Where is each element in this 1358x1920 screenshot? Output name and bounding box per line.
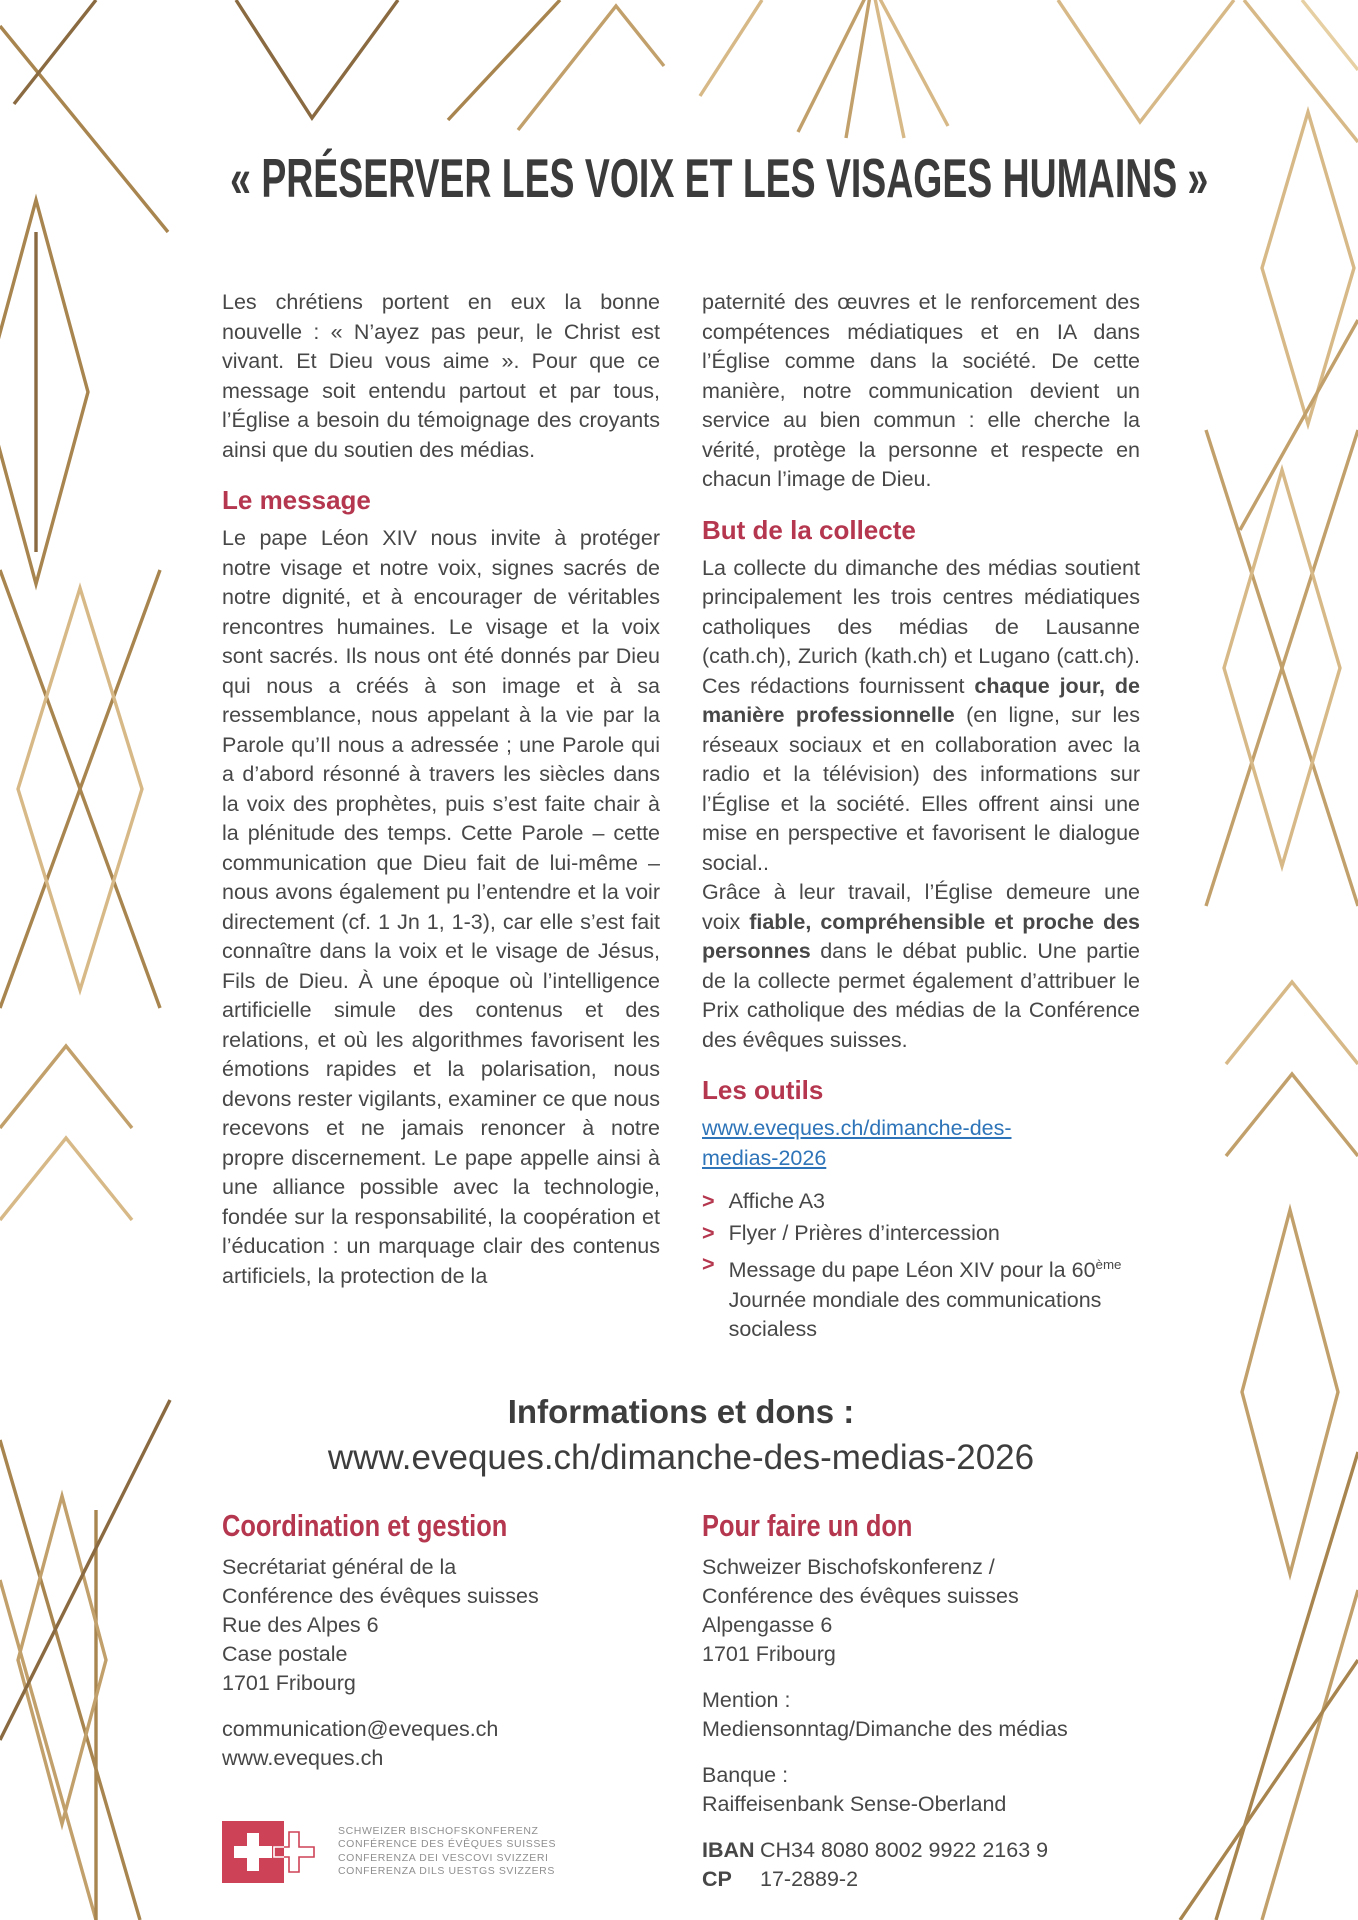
address-line: Rue des Alpes 6 [222, 1612, 379, 1637]
iban-value: CH34 8080 8002 9922 2163 9 [760, 1837, 1049, 1862]
email-text: communication@eveques.ch [222, 1716, 499, 1741]
tools-list [702, 1187, 1140, 1345]
content-area [222, 0, 1140, 1894]
heading-coordination: Coordination et gestion [222, 1507, 508, 1543]
arrow-bullet-icon: > [702, 1220, 715, 1245]
iban-label: IBAN [702, 1837, 755, 1862]
heading-le-message: Le message [222, 485, 371, 515]
account-group [702, 1836, 1140, 1894]
message-paragraph: Le pape Léon XIV nous invite à protéger notre visage et notre voix, signes sacrés de notre dignité, et à encourager de véritables rencontres humaines. Le visage et la voix sont sacrés. Ils nous ont été donnés par Dieu qui nous a créés à son image et à sa ressemblance, nous appelant à la vie par la Parole qu’Il nous a adressée ; une Parole qui a d’abord résonné à travers les siècles dans la voix des prophètes, puis s’est faite chair à la plénitude des temps. Cette Parole – cette communication que Dieu fait de lui-même – nous avons également pu l’entendre et la voir directement (cf. 1 Jn 1, 1-3), car elle s’est fait connaître dans la voix et le visage de Jésus, Fils de Dieu. À une époque où l’intelligence artificielle simule des contenus et des relations, et où les algorithmes favorisent les émotions rapides et la polarisation, nous devons rester vigilants, examiner ce que nous recevons et ne jamais renoncer à notre propre discernement. Le pape appelle ainsi à une alliance possible avec la technologie, fondée sur la responsabilité, la coopération et l’éducation : un marquage clair des contenus artificiels, la protection de la [222, 526, 660, 1288]
mention-group [702, 1686, 1140, 1744]
logo-line: CONFERENZA DILS UESTGS SVIZZERS [338, 1865, 555, 1878]
address-line: Schweizer Bischofskonferenz / [702, 1554, 995, 1579]
bank-group [702, 1761, 1140, 1819]
coordination-contact [222, 1715, 702, 1773]
address-line: Secrétariat général de la [222, 1554, 457, 1579]
info-and-donations [222, 1389, 1140, 1481]
cp-value: 17-2889-2 [760, 1866, 859, 1891]
tool-item-label: Message du pape Léon XIV pour la 60ème Journée mondiale des communications socialess [728, 1257, 1122, 1342]
coordination-address [222, 1553, 702, 1698]
arrow-bullet-icon: > [702, 1252, 715, 1276]
contact-section [222, 1507, 1140, 1894]
column-left [222, 288, 660, 1347]
page-title [0, 146, 1358, 210]
info-url: www.eveques.ch/dimanche-des-medias-2026 [327, 1437, 1035, 1477]
tool-item-label: Flyer / Prières d’intercession [728, 1220, 1000, 1245]
cp-line [702, 1865, 1140, 1894]
address-line: Conférence des évêques suisses [702, 1583, 1019, 1608]
address-line: Alpengasse 6 [702, 1612, 833, 1637]
mention-label: Mention : [702, 1687, 791, 1712]
list-item [702, 1187, 1140, 1217]
column-right [702, 288, 1140, 1347]
continuation-paragraph: paternité des œuvres et le renforcement des compétences médiatiques et en IA dans l’Église comme dans la société. De cette manière, notre communication devient un service au bien commun : elle cherche la vérité, protège la personne et respecte en chacun l’image de Dieu. [702, 290, 1140, 491]
logo-line: SCHWEIZER BISCHOFSKONFERENZ [338, 1824, 539, 1837]
arrow-bullet-icon: > [702, 1189, 715, 1213]
address-line: 1701 Fribourg [702, 1641, 836, 1666]
list-item [702, 1250, 1140, 1345]
donation-address [702, 1553, 1140, 1669]
heading-pour-faire-un-don: Pour faire un don [702, 1507, 913, 1543]
tool-item-label: Affiche A3 [728, 1189, 825, 1213]
bishops-conference-logo [222, 1821, 702, 1883]
address-line: Conférence des évêques suisses [222, 1583, 539, 1608]
website-text: www.eveques.ch [222, 1745, 384, 1770]
donation-block [702, 1507, 1140, 1894]
collecte-paragraph-2: Grâce à leur travail, l’Église demeure une voix fiable, compréhensible et proche des personnes dans le débat public. Une partie de la collecte permet également d’attribuer le Prix catholique des médias de la Conférence des évêques suisses. [702, 880, 1140, 1052]
iban-line [702, 1836, 1140, 1865]
collecte-paragraph-1: La collecte du dimanche des médias soutient principalement les trois centres médiatiques catholiques des médias de Lausanne (cath.ch), Zurich (kath.ch) et Lugano (catt.ch). Ces rédactions fournissent chaque jour, de manière professionnelle (en ligne, sur les réseaux sociaux et en collaboration avec la radio et la télévision) des informations sur l’Église et la société. Elles offrent ainsi une mise en perspective et favorisent le dialogue social.. [702, 555, 1141, 875]
info-title: Informations et dons : [507, 1392, 855, 1430]
tools-link[interactable]: www.eveques.ch/dimanche-des-medias-2026 [702, 1116, 1012, 1170]
bank-value: Raiffeisenbank Sense-Oberland [702, 1791, 1007, 1816]
list-item [702, 1219, 1140, 1249]
intro-paragraph: Les chrétiens portent en eux la bonne nouvelle : « N’ayez pas peur, le Christ est vivant. Et Dieu vous aime ». Pour que ce message soit entendu partout et par tous, l’Église a besoin du témoignage des croyants ainsi que du soutien des médias. [222, 290, 660, 462]
logo-wordmark [338, 1825, 556, 1879]
logo-line: CONFERENZA DEI VESCOVI SVIZZERI [338, 1851, 549, 1864]
heading-but-de-la-collecte: But de la collecte [702, 514, 916, 545]
coordination-block [222, 1507, 702, 1894]
body-columns [222, 288, 1140, 1347]
page-title-text: « PRÉSERVER LES VOIX ET LES VISAGES HUMAINS » [230, 147, 1209, 209]
mention-value: Mediensonntag/Dimanche des médias [702, 1716, 1068, 1741]
bank-label: Banque : [702, 1762, 789, 1787]
swiss-cross-logo-icon [222, 1821, 322, 1883]
logo-line: CONFÉRENCE DES ÉVÊQUES SUISSES [338, 1838, 557, 1851]
cp-label: CP [702, 1866, 732, 1891]
address-line: 1701 Fribourg [222, 1670, 356, 1695]
heading-les-outils: Les outils [702, 1075, 824, 1105]
address-line: Case postale [222, 1641, 348, 1666]
